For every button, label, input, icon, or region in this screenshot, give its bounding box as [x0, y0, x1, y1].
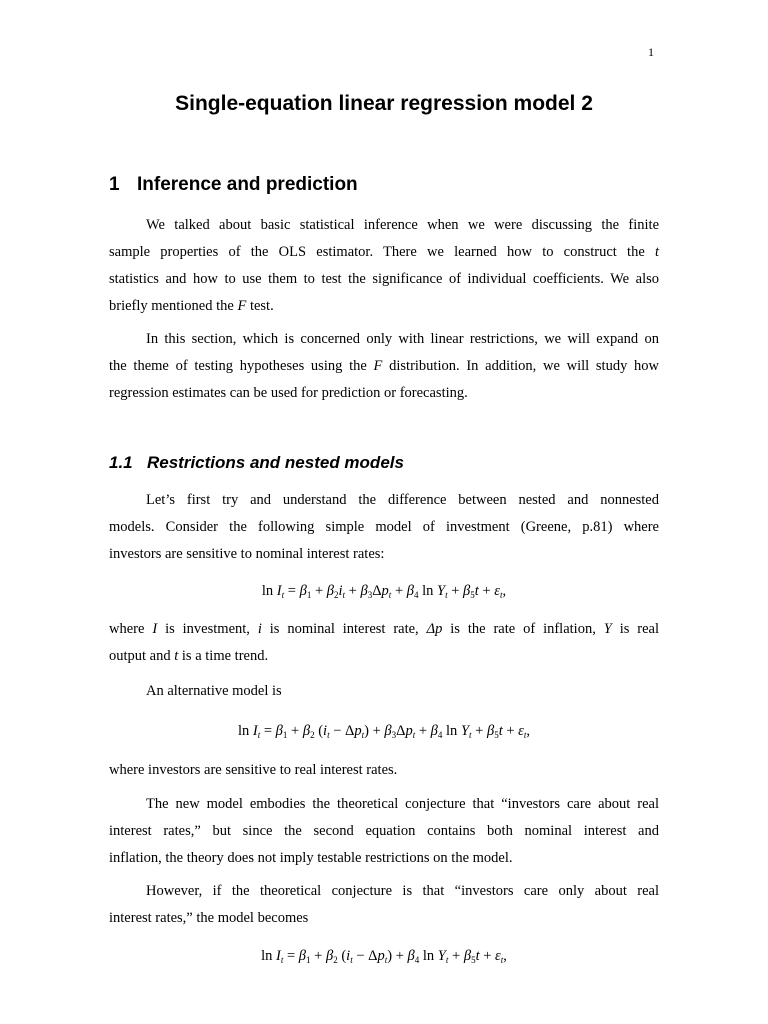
eq-token: +: [482, 583, 491, 599]
paragraph-line: We talked about basic statistical inference when we were discussing the finite: [146, 217, 659, 233]
paragraph-3: [109, 487, 659, 568]
eq-token: +: [372, 723, 381, 739]
eq-token: p: [405, 723, 413, 739]
paragraph-line: where investors are sensitive to real interest rates.: [109, 762, 398, 778]
eq-token: t: [280, 955, 284, 965]
eq-token: ln: [237, 723, 250, 739]
eq-token: Δ: [372, 583, 382, 599]
paragraph-line: interest rates,” the model becomes: [109, 910, 309, 926]
italic-symbol: F: [237, 298, 247, 314]
eq-token: ln: [261, 583, 274, 599]
eq-token: =: [287, 583, 296, 599]
eq-token: =: [263, 723, 273, 739]
eq-token: t: [498, 723, 503, 739]
eq-token: 2: [334, 590, 339, 600]
eq-token: i: [338, 583, 343, 599]
eq-token: I: [276, 948, 281, 964]
eq-token: 1: [306, 590, 312, 600]
paragraph-6: [109, 757, 659, 784]
subsection-title: Restrictions and nested models: [147, 453, 404, 472]
eq-token: Y: [460, 723, 470, 739]
eq-token: t: [384, 955, 388, 965]
eq-token: t: [445, 590, 448, 600]
text-run: distribution. In addition, we will study how: [389, 358, 660, 374]
eq-token: (: [341, 948, 347, 964]
paragraph-1: [109, 212, 659, 320]
equation-2: [0, 720, 768, 746]
eq-token: 4: [437, 730, 443, 740]
eq-token: β: [299, 583, 307, 599]
eq-token: 5: [494, 730, 499, 740]
paragraph-line: The new model embodies the theoretical conjecture that “investors care about real: [146, 796, 659, 812]
eq-token: i: [323, 723, 328, 739]
eq-token: p: [377, 948, 385, 964]
eq-token: +: [394, 583, 404, 599]
subsection-heading: [109, 452, 404, 474]
eq-token: β: [384, 723, 392, 739]
eq-token: p: [354, 723, 362, 739]
eq-token: i: [346, 948, 351, 964]
eq-token: β: [275, 723, 283, 739]
paragraph-5: [109, 678, 659, 705]
eq-token: t: [342, 590, 346, 600]
eq-token: Δ: [368, 948, 378, 964]
italic-symbol: t: [174, 648, 179, 664]
paragraph-line: statistics and how to use them to test the significance of individual coefficients. We also: [109, 271, 659, 287]
eq-token: t: [474, 583, 479, 599]
italic-symbol: t: [654, 244, 660, 260]
eq-token: 2: [333, 955, 338, 965]
eq-token: t: [445, 955, 449, 965]
text-run: sample properties of the OLS estimator. There we learned how to construct the: [109, 244, 645, 260]
eq-token: −: [333, 723, 342, 739]
eq-token: +: [483, 948, 492, 964]
eq-token: t: [350, 955, 353, 965]
italic-symbol: i: [257, 621, 262, 637]
eq-token: t: [469, 730, 472, 740]
text-run: where: [109, 621, 145, 637]
eq-token: t: [281, 590, 285, 600]
text-run: is a time trend.: [181, 648, 269, 664]
italic-symbol: Y: [603, 621, 612, 637]
eq-token: 4: [413, 590, 419, 600]
eq-token: t: [257, 730, 261, 740]
eq-token: ln: [422, 948, 435, 964]
eq-token: +: [452, 948, 461, 964]
eq-token: β: [463, 583, 471, 599]
page-number: 1: [648, 45, 654, 59]
eq-token: β: [298, 948, 307, 964]
paragraph-line: In this section, which is concerned only with linear restrictions, we will expand on: [146, 331, 659, 347]
eq-token: 1: [306, 955, 311, 965]
eq-token: t: [327, 730, 330, 740]
section-heading: [109, 173, 358, 197]
eq-token: +: [475, 723, 484, 739]
paragraph-line: investors are sensitive to nominal interest rates:: [109, 546, 385, 562]
italic-symbol: I: [152, 621, 158, 637]
eq-token: β: [302, 723, 311, 739]
eq-token: β: [463, 948, 472, 964]
section-number: 1: [109, 174, 120, 195]
eq-token: β: [486, 723, 495, 739]
paragraph-line: [109, 293, 659, 320]
eq-token: t: [523, 730, 527, 740]
eq-token: 3: [391, 730, 397, 740]
paragraph-4: [109, 616, 659, 670]
eq-token: +: [418, 723, 428, 739]
eq-token: ε: [494, 583, 500, 599]
eq-token: β: [325, 948, 334, 964]
section-title: Inference and prediction: [137, 174, 358, 195]
equation-1: [0, 580, 768, 606]
eq-token: +: [451, 583, 460, 599]
paragraph-2: [109, 326, 659, 407]
paragraph-7: [109, 791, 659, 872]
eq-token: β: [326, 583, 334, 599]
italic-symbol: F: [373, 358, 383, 374]
eq-token: ,: [526, 723, 531, 739]
eq-token: ,: [503, 948, 507, 964]
eq-token: Δ: [345, 723, 355, 739]
eq-token: ,: [502, 583, 507, 599]
text-run: test.: [249, 298, 274, 314]
eq-token: =: [286, 948, 296, 964]
text-run: is real: [619, 621, 660, 637]
eq-token: I: [276, 583, 282, 599]
paragraph-line: However, if the theoretical conjecture is that “investors care only about real: [146, 883, 659, 899]
eq-token: +: [506, 723, 515, 739]
equation-3: [0, 945, 768, 971]
paragraph-line: regression estimates can be used for prediction or forecasting.: [109, 385, 468, 401]
paragraph-line: inflation, the theory does not imply testable restrictions on the model.: [109, 850, 513, 866]
text-run: is investment,: [165, 621, 250, 637]
eq-token: 2: [310, 730, 315, 740]
document-title: Single-equation linear regression model 2: [175, 92, 593, 115]
paragraph-8: [109, 878, 659, 932]
eq-token: +: [291, 723, 300, 739]
eq-token: ): [364, 723, 369, 739]
paragraph-line: [109, 239, 659, 266]
paragraph-line: [109, 616, 659, 643]
italic-symbol: Δp: [426, 621, 443, 637]
eq-token: t: [475, 948, 480, 964]
eq-token: ln: [422, 583, 434, 599]
eq-token: Δ: [396, 723, 406, 739]
eq-token: Y: [437, 948, 446, 964]
eq-token: +: [395, 948, 404, 964]
paragraph-line: Let’s first try and understand the difference between nested and nonnested: [146, 492, 659, 508]
eq-token: t: [388, 590, 392, 600]
subsection-number: 1.1: [109, 453, 133, 472]
paragraph-line: interest rates,” but since the second equation contains both nominal interest and: [109, 823, 659, 839]
eq-token: β: [406, 583, 414, 599]
eq-token: +: [314, 948, 323, 964]
eq-token: β: [407, 948, 415, 964]
text-run: is the rate of inflation,: [450, 621, 596, 637]
paragraph-line: models. Consider the following simple model of investment (Greene, p.81) where: [109, 519, 659, 535]
eq-token: ln: [261, 948, 273, 964]
eq-token: +: [314, 583, 324, 599]
paragraph-line: An alternative model is: [146, 683, 282, 699]
eq-token: t: [500, 955, 504, 965]
eq-token: ε: [495, 948, 501, 964]
eq-token: t: [361, 730, 365, 740]
eq-token: ): [387, 948, 393, 964]
eq-token: Y: [437, 583, 446, 599]
eq-token: 4: [414, 955, 420, 965]
eq-token: t: [412, 730, 416, 740]
eq-token: 1: [282, 730, 288, 740]
eq-token: t: [499, 590, 503, 600]
text-run: the theme of testing hypotheses using the: [109, 358, 367, 374]
eq-token: p: [381, 583, 389, 599]
paragraph-line: [109, 353, 659, 380]
eq-token: (: [318, 723, 324, 739]
eq-token: −: [356, 948, 365, 964]
paragraph-line: [109, 643, 659, 670]
eq-token: β: [360, 583, 368, 599]
eq-token: I: [252, 723, 258, 739]
eq-token: 3: [367, 590, 373, 600]
text-run: briefly mentioned the: [109, 298, 234, 314]
eq-token: 5: [470, 590, 475, 600]
eq-token: ln: [446, 723, 458, 739]
eq-token: 5: [471, 955, 476, 965]
eq-token: ε: [518, 723, 524, 739]
text-run: output and: [109, 648, 171, 664]
eq-token: β: [430, 723, 438, 739]
eq-token: +: [348, 583, 357, 599]
text-run: is nominal interest rate,: [269, 621, 419, 637]
